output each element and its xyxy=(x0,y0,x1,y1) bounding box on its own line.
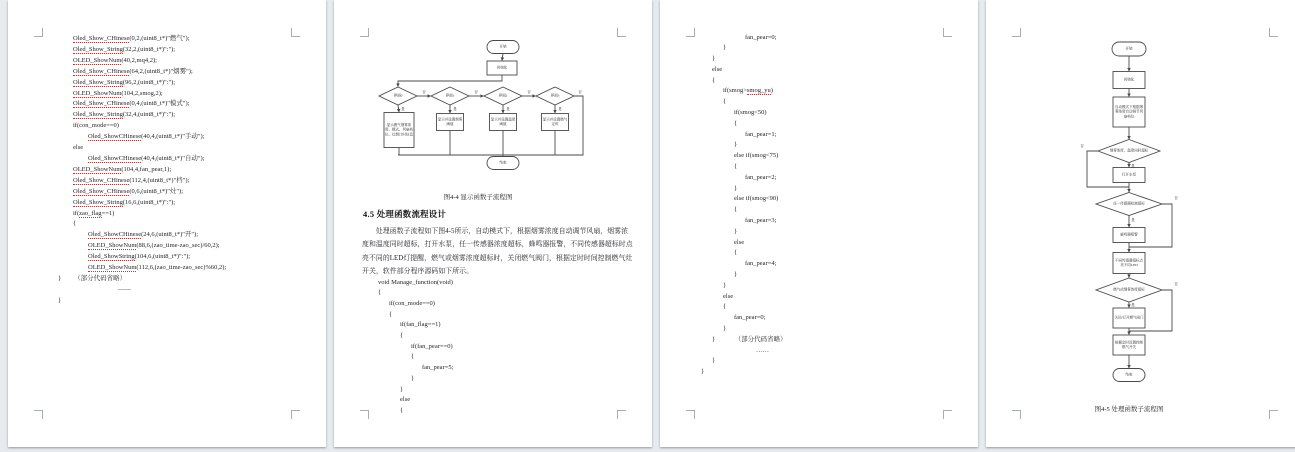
code-line: Oled_Show_String(32,2,(uint8_t*)":"); xyxy=(73,45,176,53)
code-line: { xyxy=(734,249,738,257)
node-end: 结束 xyxy=(1125,372,1133,377)
spellcheck-squiggle: Oled_Show_CHinese xyxy=(73,176,130,184)
code-line: } xyxy=(723,281,727,289)
code-line: if(smog<50) xyxy=(734,109,767,117)
node-b-temp: 显示并设置温度阈值 xyxy=(490,117,516,126)
paragraph-line: 开关，软件部分程序源码如下所示。 xyxy=(362,268,474,276)
node-timer: 根据定时设置控制燃气开关 xyxy=(1115,340,1143,349)
code-line: …… xyxy=(756,346,769,354)
code-line: } xyxy=(734,141,738,149)
spellcheck-squiggle: Oled_ShowCHinese xyxy=(88,133,142,141)
branch-label: 是 xyxy=(1131,303,1135,307)
code-line: { xyxy=(723,303,727,311)
code-line: Oled_Show_CHinese(64,2,(uint8_t*)"烟雾"); xyxy=(73,67,193,75)
branch-label: 是 xyxy=(401,107,405,111)
code-line: { xyxy=(400,332,404,340)
page-1[interactable] xyxy=(8,0,326,447)
code-line: else if(smog<90) xyxy=(734,195,779,203)
code-line: if(fan_flag==1) xyxy=(400,321,441,329)
spellcheck-squiggle: Oled_ShowCHinese xyxy=(88,231,142,239)
spellcheck-squiggle: Oled_Show_String xyxy=(73,45,123,53)
node-b-smog: 显示并设置烟雾阈值 xyxy=(437,117,463,126)
spellcheck-squiggle: OLED_ShowNum xyxy=(73,89,122,97)
code-line: else xyxy=(400,396,411,404)
page-2[interactable] xyxy=(334,0,652,447)
code-line: fan_pear=4; xyxy=(745,260,777,268)
branch-label: 否 xyxy=(474,90,478,94)
node-pump: 打开水泵 xyxy=(1122,172,1136,177)
code-line: } xyxy=(734,271,738,279)
code-line: Oled_ShowString(104,6,(uint8_t*)":"); xyxy=(88,253,191,261)
branch-label: 否 xyxy=(1174,196,1178,200)
node-led: 不同传感器超标点亮不同LED xyxy=(1115,258,1143,267)
spellcheck-squiggle: zao_flag xyxy=(79,209,102,217)
node-d-ui0: 界面0 xyxy=(393,93,403,98)
node-d-ui2: 界面2 xyxy=(498,93,508,98)
code-line: void Manage_function(void) xyxy=(378,278,453,286)
page-4[interactable] xyxy=(986,0,1295,447)
code-line: { xyxy=(734,206,738,214)
spellcheck-squiggle: OLED_ShowNum xyxy=(73,56,122,64)
code-line: } xyxy=(701,368,705,376)
code-line: OLED_ShowNum(40,2,mq4,2); xyxy=(73,56,157,64)
figure-caption-4-5: 图4-5 处理函数子流程图 xyxy=(1094,406,1164,413)
node-b-main: 显示燃气烟雾浓度、模式、风扇档位、灶倒计时信息 xyxy=(385,123,413,137)
branch-label: 否 xyxy=(422,90,426,94)
spellcheck-squiggle: OLED_ShowNum xyxy=(88,264,137,272)
branch-label: 是 xyxy=(558,107,562,111)
code-line: { xyxy=(712,76,716,84)
code-line: } xyxy=(712,55,716,63)
code-line: { xyxy=(734,119,738,127)
spellcheck-squiggle: Oled_ShowString xyxy=(88,253,135,261)
code-line: { xyxy=(73,220,77,228)
code-line: } xyxy=(400,385,404,393)
flowchart-process-function xyxy=(986,0,1295,447)
code-line: fan_pear=0; xyxy=(734,314,766,322)
spellcheck-squiggle: OLED_ShowNum xyxy=(73,165,122,173)
node-b-timer: 显示并设置燃气定时 xyxy=(542,117,568,126)
node-auto-fan: 自动模式下根据烟雾浓度自动调节风扇档位 xyxy=(1115,105,1143,119)
code-block-manage-function xyxy=(334,278,652,417)
code-line: if(fan_pear==0) xyxy=(411,342,453,350)
code-line: Oled_Show_CHinese(0,4,(uint8_t*)"模式"); xyxy=(73,100,190,108)
spellcheck-squiggle: Oled_Show_String xyxy=(73,198,123,206)
node-start: 开始 xyxy=(1125,46,1133,51)
code-line: if(con_mode==0) xyxy=(389,299,435,307)
code-line: { xyxy=(400,406,404,414)
crop-mark-bottom-right xyxy=(943,410,952,419)
crop-mark-bottom-left xyxy=(686,410,695,419)
code-line: else xyxy=(723,292,734,300)
branch-label: 是 xyxy=(453,107,457,111)
code-line: Oled_Show_CHinese(0,6,(uint8_t*)"灶"); xyxy=(73,187,184,195)
code-line: } （部分代码省略） xyxy=(58,274,127,282)
section-heading-4-5: 4.5 处理函数流程设计 xyxy=(363,210,447,219)
node-d-gas-smog: 燃气或烟雾浓度超标 xyxy=(1113,287,1145,292)
node-d-ui3: 界面3 xyxy=(550,93,560,98)
code-line: { xyxy=(723,98,727,106)
branch-label: 否 xyxy=(1174,282,1178,286)
code-line: } xyxy=(58,296,62,304)
spellcheck-squiggle: Oled_ShowCHinese xyxy=(88,154,142,162)
code-line: Oled_ShowCHinese(40,4,(uint8_t*)"手动"); xyxy=(88,133,205,141)
code-line: } xyxy=(723,44,727,52)
node-init: 初始化 xyxy=(1123,77,1135,82)
code-line: { xyxy=(734,163,738,171)
code-line: OLED_ShowNum(104,2,smog,2); xyxy=(73,89,163,97)
code-line: else if(smog<75) xyxy=(734,152,779,160)
spellcheck-squiggle: Oled_Show_String xyxy=(73,111,123,119)
code-line: fan_pear=2; xyxy=(745,173,777,181)
code-line: } （部分代码省略） xyxy=(712,335,787,343)
spellcheck-squiggle: Oled_Show_String xyxy=(73,78,123,86)
code-line: fan_pear=1; xyxy=(745,130,777,138)
code-line: OLED_ShowNum(112,6,(zao_time-zao_sec)%60,2); xyxy=(88,264,227,272)
code-line: Oled_Show_String(32,4,(uint8_t*)":"); xyxy=(73,111,176,119)
branch-label: 是 xyxy=(506,107,510,111)
branch-label: 否 xyxy=(1080,144,1084,148)
flowchart-connector xyxy=(502,54,503,61)
node-valve: 关闭/打开燃气阀门 xyxy=(1114,315,1144,320)
code-line: OLED_ShowNum(104,4,fan_pear,1); xyxy=(73,165,172,173)
crop-mark-bottom-right xyxy=(291,410,300,419)
code-line: { xyxy=(389,310,393,318)
node-d-ui1: 界面1 xyxy=(445,93,455,98)
code-line: } xyxy=(734,184,738,192)
paragraph-line: 度和温度同时超标，打开水泵，任一传感器浓度超标，蜂鸣器报警，不同传感器超标时点 xyxy=(362,241,633,249)
spellcheck-squiggle: OLED_ShowNum xyxy=(88,242,137,250)
code-line: Oled_Show_String(16,6,(uint8_t*)":"); xyxy=(73,198,176,206)
code-line: Oled_Show_CHinese(112,4,(uint8_t*)"档"); xyxy=(73,176,190,184)
code-line: } xyxy=(734,227,738,235)
body-paragraph xyxy=(362,225,633,279)
node-d-smog-temp: 烟雾浓度、温度同时超标 xyxy=(1109,148,1149,153)
code-line: { xyxy=(411,353,415,361)
code-block-oled-display xyxy=(8,34,326,307)
paragraph-line: 处理函数子流程如下图4-5所示，自动模式下，根据烟雾浓度自动调节风扇，烟雾浓 xyxy=(375,228,629,235)
code-line: —— xyxy=(118,285,131,293)
code-line: fan_pear=0; xyxy=(745,33,777,41)
code-line: fan_pear=3; xyxy=(745,217,777,225)
code-line: if(smog>smog_yu) xyxy=(723,87,773,95)
branch-label: 否 xyxy=(527,90,531,94)
code-line: } xyxy=(723,325,727,333)
flowchart-connector xyxy=(398,75,502,87)
code-line: { xyxy=(378,289,382,297)
code-line: else xyxy=(734,238,745,246)
code-line: Oled_Show_CHinese(0,2,(uint8_t*)"燃气"); xyxy=(73,35,190,42)
code-line: else xyxy=(712,65,723,73)
code-line: } xyxy=(712,357,716,365)
code-line: if(con_mode==0) xyxy=(73,122,119,130)
code-line: } xyxy=(411,374,415,382)
spellcheck-squiggle: Oled_Show_CHinese xyxy=(73,187,130,195)
node-d-any-sensor: 任一传感器检测超标 xyxy=(1113,201,1145,206)
spellcheck-squiggle: Oled_Show_CHinese xyxy=(73,35,130,42)
node-buzzer: 蜂鸣器报警 xyxy=(1120,232,1138,237)
crop-mark-bottom-left xyxy=(34,410,43,419)
code-block-fan-speed-logic xyxy=(660,33,978,379)
branch-label: 是 xyxy=(1131,218,1135,222)
node-end: 结束 xyxy=(499,160,507,165)
code-line: Oled_Show_String(96,2,(uint8_t*)":"); xyxy=(73,78,176,86)
node-init: 初始化 xyxy=(496,65,508,70)
code-line: if(zao_flag==1) xyxy=(73,209,115,217)
page-3[interactable] xyxy=(660,0,978,447)
code-line: fan_pear=5; xyxy=(422,364,454,372)
code-line: else xyxy=(73,144,84,152)
spellcheck-squiggle: Oled_Show_CHinese xyxy=(73,67,130,75)
code-line: OLED_ShowNum(88,6,(zao_time-zao_sec)/60,2); xyxy=(88,242,220,250)
branch-label: 是 xyxy=(1131,164,1135,168)
figure-caption-4-4: 图4-4 显示函数子流程图 xyxy=(443,194,513,201)
code-line: Oled_ShowCHinese(40,4,(uint8_t*)"自动"); xyxy=(88,154,205,162)
spellcheck-squiggle: smog_yu xyxy=(746,87,771,95)
paragraph-line: 亮不同的LED灯提醒，燃气或烟雾浓度超标时，关闭燃气阀门，根据定时时间控制燃气灶 xyxy=(362,254,633,262)
spellcheck-squiggle: Oled_Show_CHinese xyxy=(73,100,130,108)
branch-label: 否 xyxy=(578,90,582,94)
code-line: Oled_ShowCHinese(24,6,(uint8_t*)"开"); xyxy=(88,231,199,239)
node-start: 开始 xyxy=(499,44,507,49)
